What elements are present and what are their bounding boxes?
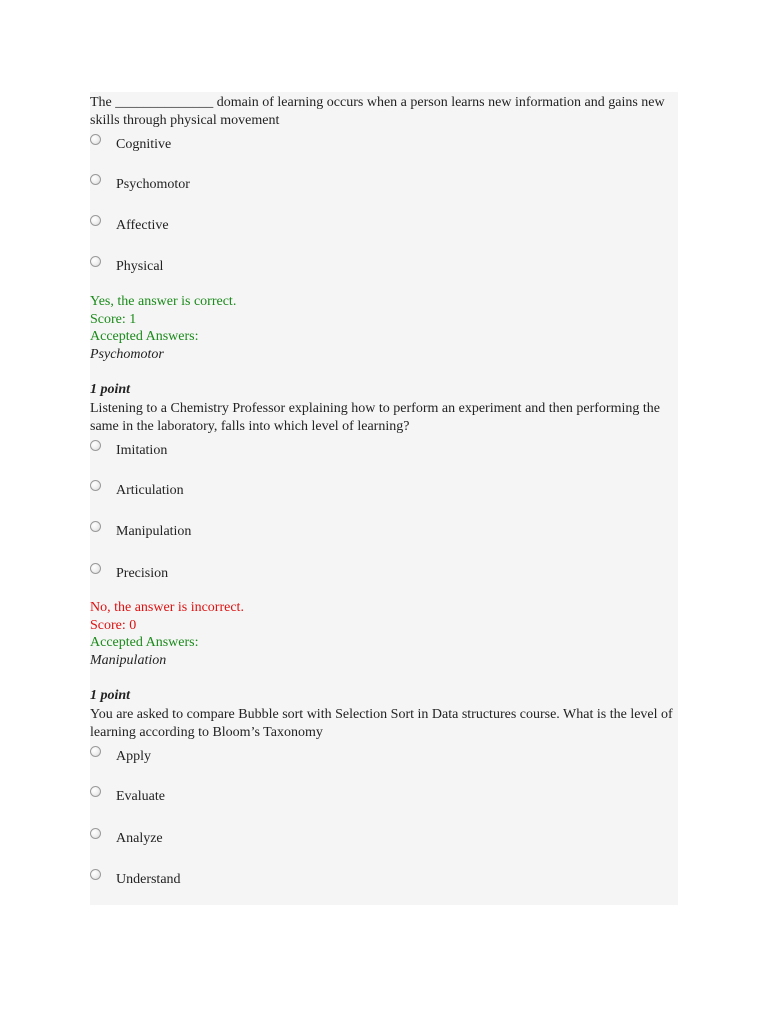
option-label: Articulation: [116, 483, 184, 498]
quiz-panel: [90, 92, 678, 905]
option-label: Physical: [116, 259, 164, 274]
radio-button-icon[interactable]: [90, 174, 101, 185]
q1-accepted-label: Accepted Answers:: [90, 329, 199, 344]
q3-point-label: 1 point: [90, 688, 131, 703]
radio-button-icon[interactable]: [90, 134, 101, 145]
q2-feedback: No, the answer is incorrect.: [90, 600, 244, 615]
q2-point-label: 1 point: [90, 382, 131, 397]
q1-accepted-answer: Psychomotor: [90, 347, 164, 362]
option-label: Apply: [116, 749, 151, 764]
option-label: Manipulation: [116, 524, 192, 539]
question-2-text: Listening to a Chemistry Professor explaining how to perform an experiment and then performing the same in the laboratory, falls into which level of learning?: [90, 401, 660, 434]
question-3-text: You are asked to compare Bubble sort with Selection Sort in Data structures course. What is the level of learning according to Bloom’s Taxonomy: [90, 707, 673, 740]
radio-button-icon[interactable]: [90, 746, 101, 757]
radio-button-icon[interactable]: [90, 563, 101, 574]
radio-button-icon[interactable]: [90, 828, 101, 839]
q2-score: Score: 0: [90, 618, 137, 633]
q1-score: Score: 1: [90, 312, 137, 327]
option-label: Evaluate: [116, 789, 165, 804]
radio-button-icon[interactable]: [90, 256, 101, 267]
q2-accepted-label: Accepted Answers:: [90, 635, 199, 650]
option-label: Cognitive: [116, 137, 172, 152]
option-label: Affective: [116, 218, 169, 233]
option-label: Psychomotor: [116, 177, 190, 192]
q1-feedback: Yes, the answer is correct.: [90, 294, 237, 309]
radio-button-icon[interactable]: [90, 786, 101, 797]
option-label: Analyze: [116, 831, 163, 846]
radio-button-icon[interactable]: [90, 521, 101, 532]
question-1-text: The ______________ domain of learning occurs when a person learns new information and gains new skills through physical movement: [90, 95, 665, 128]
radio-button-icon[interactable]: [90, 869, 101, 880]
radio-button-icon[interactable]: [90, 440, 101, 451]
radio-button-icon[interactable]: [90, 480, 101, 491]
option-label: Understand: [116, 872, 181, 887]
option-label: Imitation: [116, 443, 168, 458]
option-label: Precision: [116, 566, 169, 581]
q2-accepted-answer: Manipulation: [90, 653, 167, 668]
radio-button-icon[interactable]: [90, 215, 101, 226]
